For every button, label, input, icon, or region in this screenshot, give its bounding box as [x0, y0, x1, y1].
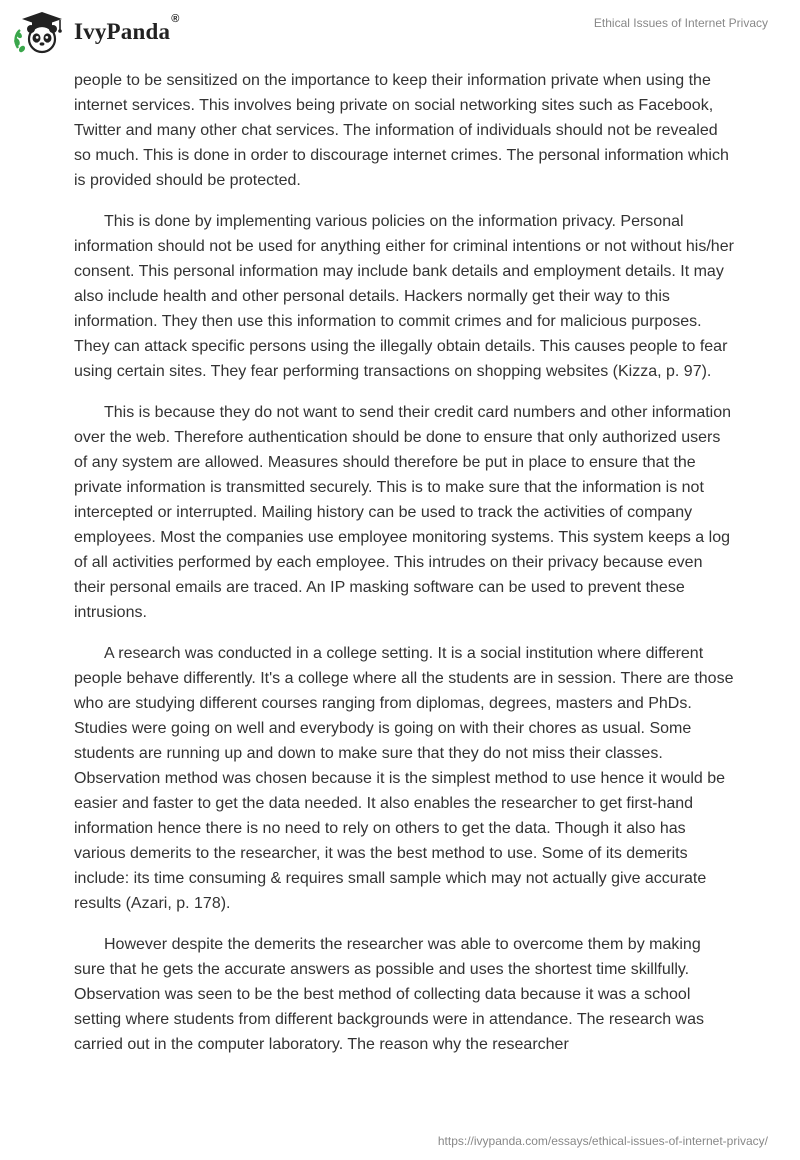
ivypanda-logo[interactable]	[12, 8, 180, 56]
paragraph: A research was conducted in a college setting. It is a social institution where different people behave differently. It's a college where all the students are in session. There are those who are studying different courses ranging from diplomas, degrees, masters and PhDs. Studies were going on well and everybody is going on with their chores as usual. Some students are running up and down to make sure that they do not miss their classes. Observation method was chosen because it is the simplest method to use hence it would be easier and faster to get the data needed. It also enables the researcher to get first-hand information hence there is no need to rely on others to get the data. Though it also has various demerits to the researcher, it was the best method to use. Some of its demerits include: its time consuming & requires small sample which may not actually give accurate results (Azari, p. 178).	[74, 645, 734, 912]
registered-mark: ®	[171, 13, 180, 25]
paragraph: This is done by implementing various policies on the information privacy. Personal information should not be used for anything either for criminal intentions or not without his/her consent. This personal information may include bank details and employment details. It may also include health and other personal details. Hackers normally get their way to this information. They then use this information to commit crimes and for malicious purposes. They can attack specific persons using the illegally obtain details. This causes people to fear using certain sites. They fear performing transactions on shopping websites (Kizza, p. 97).	[74, 213, 734, 380]
page-header	[0, 0, 800, 70]
source-url[interactable]: https://ivypanda.com/essays/ethical-issues-of-internet-privacy/	[437, 1134, 768, 1148]
essay-body	[74, 68, 734, 1073]
logo-wordmark: IvyPanda®	[74, 13, 180, 44]
document-title: Ethical Issues of Internet Privacy	[593, 16, 768, 30]
paragraph-continued: people to be sensitized on the importance to keep their information private when using the internet services. This involves being private on social networking sites such as Facebook, Twitter and many other chat services. The information of individuals should not be revealed so much. This is done in order to discourage internet crimes. The personal information which is provided should be protected.	[74, 72, 729, 189]
panda-graduation-cap-icon	[12, 8, 70, 56]
paragraph: However despite the demerits the researcher was able to overcome them by making sure that he gets the accurate answers as possible and uses the shortest time skillfully. Observation was seen to be the best method of collecting data because it was a school setting where students from different backgrounds were in attendance. The research was carried out in the computer laboratory. The reason why the researcher	[74, 936, 704, 1053]
paragraph: This is because they do not want to send their credit card numbers and other information over the web. Therefore authentication should be done to ensure that only authorized users of any system are allowed. Measures should therefore be put in place to ensure that the private information is transmitted securely. This is to make sure that the information is not intercepted or interrupted. Mailing history can be used to track the activities of company employees. Most the companies use employee monitoring systems. This system keeps a log of all activities performed by each employee. This intrudes on their privacy because even their personal emails are traced. An IP masking software can be used to prevent these intrusions.	[74, 404, 732, 621]
